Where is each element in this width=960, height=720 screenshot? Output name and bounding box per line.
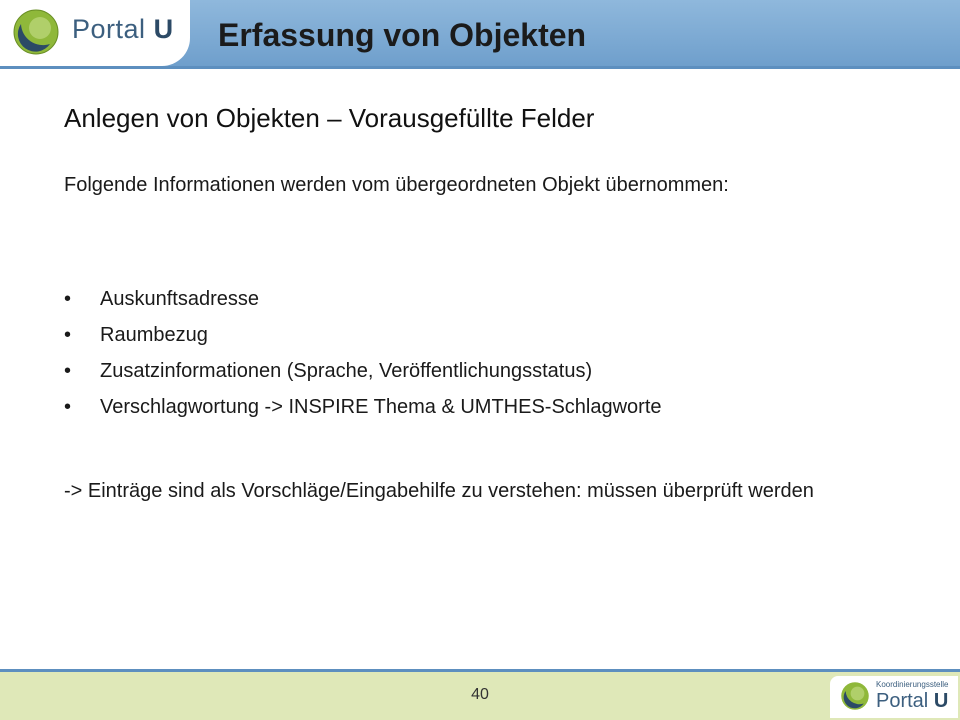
list-item-text: Verschlagwortung -> INSPIRE Thema & UMTHES-Schlagworte [100,396,662,418]
bullet-marker: • [64,360,72,382]
list-item [64,389,662,425]
note-text: -> Einträge sind als Vorschläge/Eingabehilfe zu verstehen: müssen überprüft werden [64,480,814,502]
logo-wordmark: Portal U [72,14,174,44]
bullet-list [64,281,662,425]
list-item-text: Auskunftsadresse [100,288,259,310]
bullet-marker: • [64,396,72,418]
footer-logo-caption: Koordinierungsstelle [876,680,949,689]
header-divider [0,66,960,69]
list-item-text: Raumbezug [100,324,208,346]
bullet-marker: • [64,324,72,346]
footer-logo-wordmark: Portal U [876,690,949,712]
portal-u-emblem-icon [12,8,60,56]
intro-text: Folgende Informationen werden vom übergeordneten Objekt übernommen: [64,174,729,196]
portal-u-emblem-icon [840,681,870,711]
slide-subtitle: Anlegen von Objekten – Vorausgefüllte Felder [64,103,595,133]
list-item-text: Zusatzinformationen (Sprache, Veröffentlichungsstatus) [100,360,593,382]
list-item [64,353,662,389]
slide-title: Erfassung von Objekten [218,17,587,53]
bullet-marker: • [64,288,72,310]
list-item [64,281,662,317]
page-number: 40 [471,686,489,703]
list-item [64,317,662,353]
footer-portal-u-logo [830,676,958,718]
portal-u-logo [0,0,190,66]
